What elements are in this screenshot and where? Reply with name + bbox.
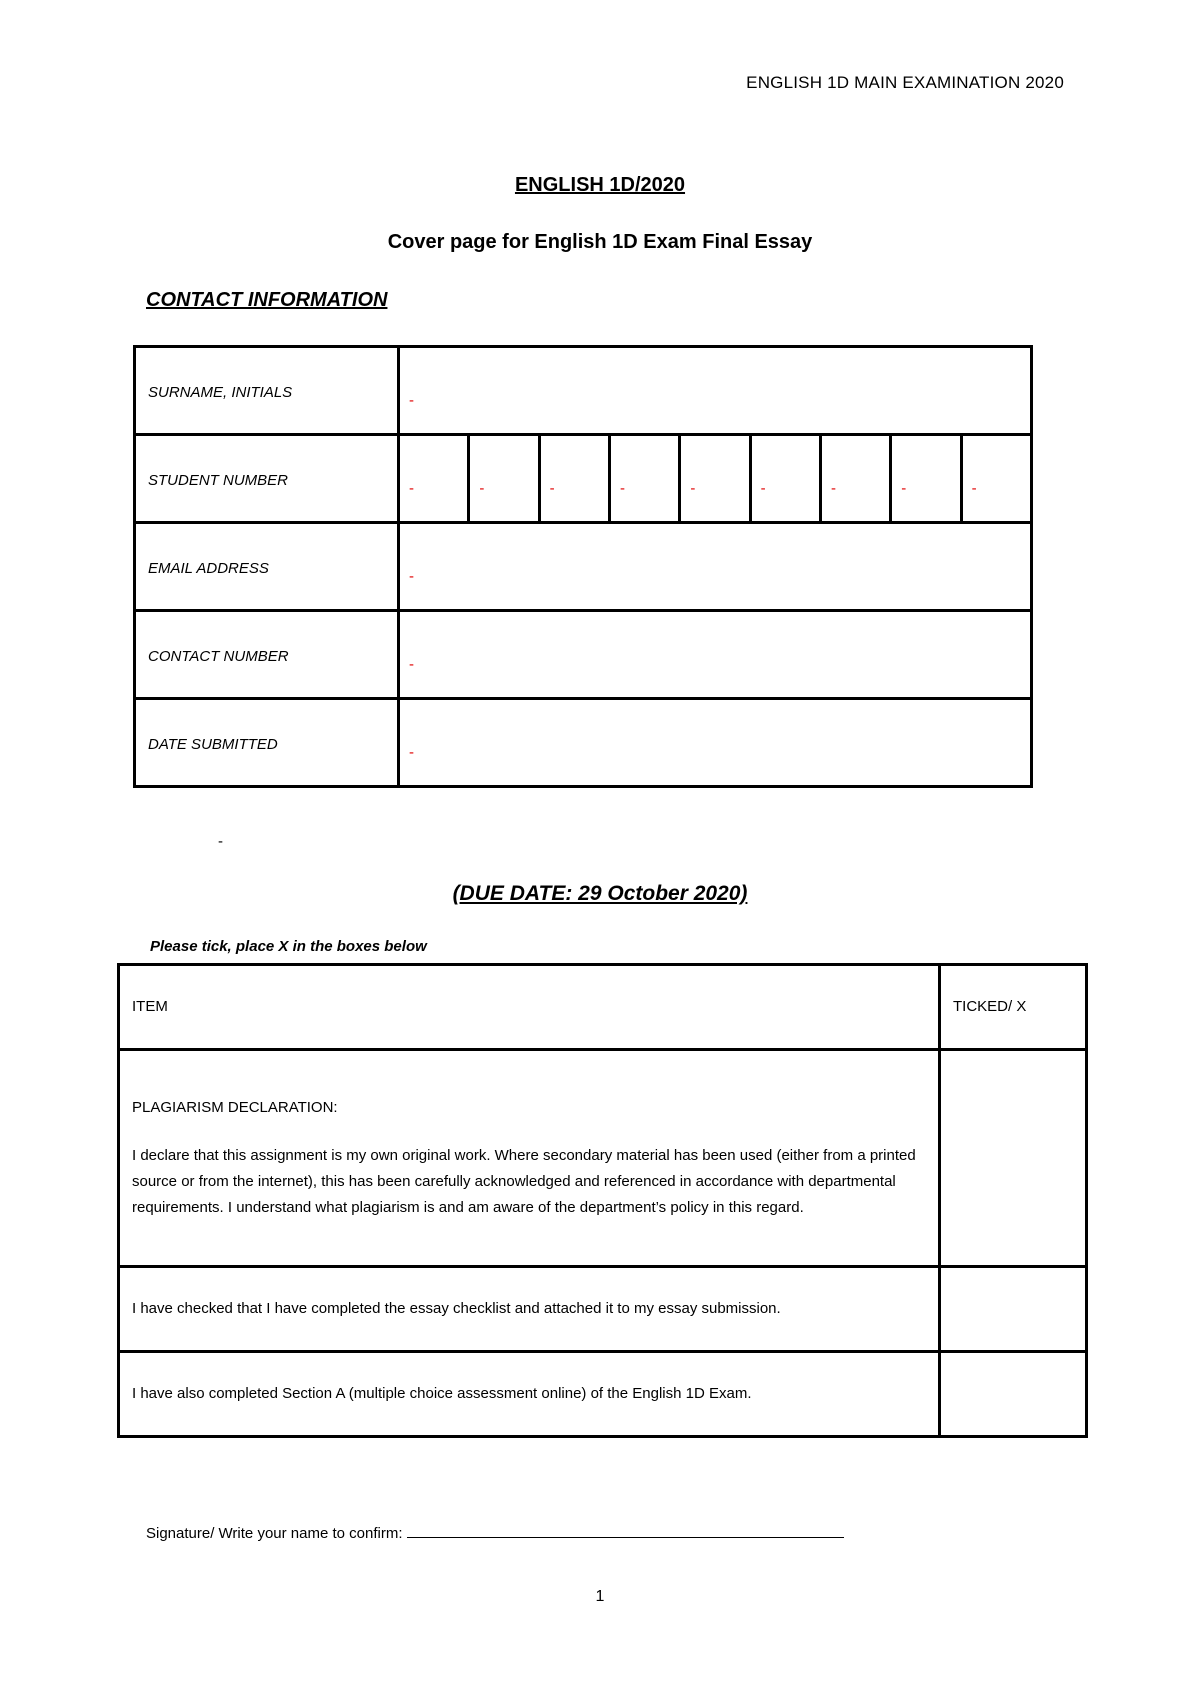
student-number-digit: - <box>760 480 766 497</box>
due-date: (DUE DATE: 29 October 2020) <box>452 882 748 905</box>
contact-row-surname <box>135 347 1032 435</box>
signature-label: Signature/ Write your name to confirm: <box>146 1525 403 1542</box>
student-number-digit: - <box>690 480 696 497</box>
item-column-header: ITEM <box>119 965 940 1050</box>
date-submitted-value: - <box>409 744 414 761</box>
page-subtitle: Cover page for English 1D Exam Final Essay <box>387 231 813 253</box>
contact-row-email <box>135 523 1032 611</box>
student-number-digit: - <box>971 480 977 497</box>
submission-checklist-table <box>117 963 1088 1438</box>
student-number-digit-grid <box>400 436 1030 521</box>
checklist-header-row <box>119 965 1087 1050</box>
contact-row-student-number <box>135 435 1032 523</box>
plagiarism-declaration-cell <box>119 1050 940 1267</box>
plagiarism-declaration-heading: PLAGIARISM DECLARATION: <box>132 1099 338 1116</box>
student-number-digit-box[interactable] <box>538 436 608 521</box>
checklist-row-plagiarism <box>119 1050 1087 1267</box>
student-number-digit-box[interactable] <box>749 436 819 521</box>
surname-label-cell <box>135 347 399 435</box>
student-number-digit-box[interactable] <box>608 436 678 521</box>
student-number-field <box>399 435 1032 523</box>
course-title: ENGLISH 1D/2020 <box>514 174 686 196</box>
signature-field[interactable] <box>407 1523 844 1538</box>
page-number: 1 <box>595 1588 605 1605</box>
student-number-digit: - <box>619 480 625 497</box>
contact-number-label: CONTACT NUMBER <box>148 648 289 665</box>
email-label-cell <box>135 523 399 611</box>
ticked-column-header: TICKED/ X <box>940 965 1087 1050</box>
contact-row-date-submitted <box>135 699 1032 787</box>
tick-instruction: Please tick, place X in the boxes below <box>150 938 427 955</box>
student-number-digit-box[interactable] <box>678 436 748 521</box>
student-number-label: STUDENT NUMBER <box>148 472 289 489</box>
email-field[interactable] <box>399 523 1032 611</box>
surname-field[interactable] <box>399 347 1032 435</box>
contact-row-contact-number <box>135 611 1032 699</box>
student-number-digit-box[interactable] <box>400 436 467 521</box>
essay-checklist-tick-box[interactable] <box>940 1267 1087 1352</box>
student-number-digit-box[interactable] <box>889 436 959 521</box>
stray-dash: - <box>218 833 223 850</box>
contact-information-heading: CONTACT INFORMATION <box>146 289 388 311</box>
student-number-digit-box[interactable] <box>467 436 537 521</box>
contact-number-field[interactable] <box>399 611 1032 699</box>
student-number-digit: - <box>830 480 836 497</box>
date-submitted-label: DATE SUBMITTED <box>148 736 278 753</box>
checklist-row-essay <box>119 1267 1087 1352</box>
student-number-digit-box[interactable] <box>819 436 889 521</box>
student-number-digit-box[interactable] <box>960 436 1030 521</box>
contact-information-table <box>133 345 1033 788</box>
plagiarism-tick-box[interactable] <box>940 1050 1087 1267</box>
plagiarism-declaration-text: I declare that this assignment is my own original work. Where secondary material has been used (either from a printed source or from the internet), this has been carefully acknowledged and referenced in accordance with departmental requirements. I understand what plagiarism is and am aware of the department’s policy in this regard. <box>132 1147 916 1216</box>
student-number-label-cell <box>135 435 399 523</box>
contact-number-label-cell <box>135 611 399 699</box>
signature-line <box>146 1523 844 1542</box>
checklist-row-section-a <box>119 1352 1087 1437</box>
section-a-tick-box[interactable] <box>940 1352 1087 1437</box>
student-number-digit: - <box>901 480 907 497</box>
surname-value: - <box>409 392 414 409</box>
essay-checklist-statement: I have checked that I have completed the essay checklist and attached it to my essay submission. <box>119 1267 940 1352</box>
running-header: ENGLISH 1D MAIN EXAMINATION 2020 <box>746 73 1064 92</box>
student-number-digit: - <box>549 480 555 497</box>
section-a-statement: I have also completed Section A (multiple choice assessment online) of the English 1D Exam. <box>119 1352 940 1437</box>
surname-label: SURNAME, INITIALS <box>148 384 293 401</box>
date-submitted-field[interactable] <box>399 699 1032 787</box>
date-submitted-label-cell <box>135 699 399 787</box>
contact-number-value: - <box>409 656 414 673</box>
email-value: - <box>409 568 414 585</box>
student-number-digit: - <box>479 480 485 497</box>
email-label: EMAIL ADDRESS <box>148 560 269 577</box>
student-number-digit: - <box>409 480 414 497</box>
